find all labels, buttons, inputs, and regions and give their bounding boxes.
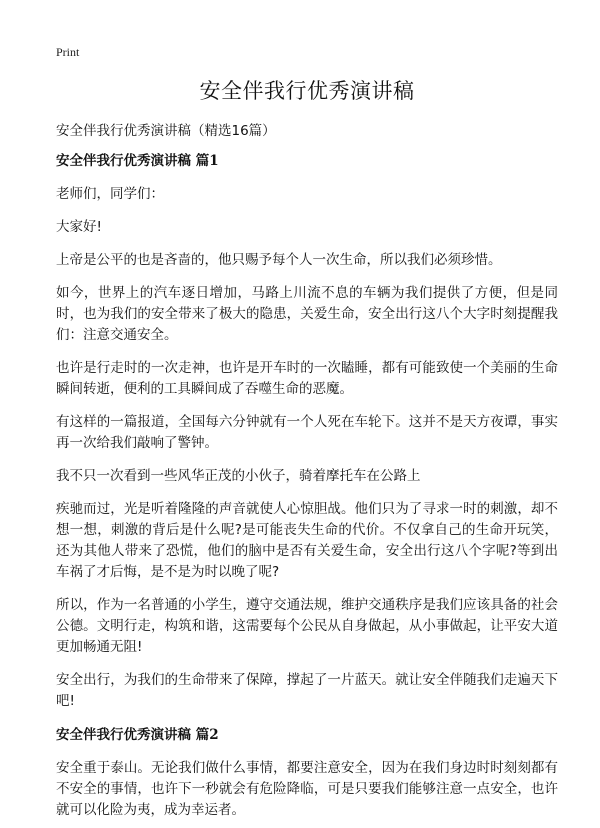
paragraph: 也许是行走时的一次走神，也许是开车时的一次瞌睡，都有可能致使一个美丽的生命瞬间转逝，便利的工具瞬间成了吞噬生命的恶魔。	[56, 360, 558, 397]
section-2	[56, 724, 558, 821]
paragraph: 安全出行，为我们的生命带来了保障，撑起了一片蓝天。就让安全伴随我们走遍天下吧!	[56, 672, 558, 709]
paragraph: 安全重于泰山。无论我们做什么事情，都要注意安全，因为在我们身边时时刻刻都有不安全的事情，也许下一秒就会有危险降临，可是只要我们能够注意一点安全，也许就可以化险为夷，成为幸运者。	[56, 760, 558, 818]
print-link[interactable]: Print	[56, 45, 80, 59]
section-heading: 安全伴我行优秀演讲稿 篇2	[56, 727, 219, 743]
paragraph: 有这样的一篇报道，全国每六分钟就有一个人死在车轮下。这并不是天方夜谭，事实再一次给我们敲响了警钟。	[56, 414, 558, 451]
paragraph: 上帝是公平的也是吝啬的，他只赐予每个人一次生命，所以我们必须珍惜。	[56, 252, 502, 268]
section-heading: 安全伴我行优秀演讲稿 篇1	[56, 153, 219, 169]
document-title: 安全伴我行优秀演讲稿	[199, 79, 415, 103]
paragraph: 疾驰而过，光是听着隆隆的声音就使人心惊胆战。他们只为了寻求一时的刺激，却不想一想，刺激的背后是什么呢?是可能丧失生命的代价。不仅拿自己的生命开玩笑，还为其他人带来了恐慌，他们的脑中是否有关爱生命，安全出行这八个字呢?等到出车祸了才后悔，是不是为时以晚了呢?	[56, 501, 558, 580]
paragraph: 大家好!	[56, 219, 102, 235]
paragraph: 老师们，同学们：	[56, 186, 164, 202]
section-1	[56, 150, 558, 712]
paragraph: 所以，作为一名普通的小学生，遵守交通法规，维护交通秩序是我们应该具备的社会公德。文明行走，构筑和谐，这需要每个公民从自身做起，从小事做起，让平安大道更加畅通无阻!	[56, 597, 558, 655]
document-subtitle: 安全伴我行优秀演讲稿（精选16篇）	[56, 123, 276, 139]
paragraph: 如今，世界上的汽车逐日增加，马路上川流不息的车辆为我们提供了方便，但是同时，也为我们的安全带来了极大的隐患，关爱生命，安全出行这八个大字时刻提醒我们：注意交通安全。	[56, 285, 558, 343]
paragraph: 我不只一次看到一些风华正茂的小伙子，骑着摩托车在公路上	[56, 468, 421, 484]
